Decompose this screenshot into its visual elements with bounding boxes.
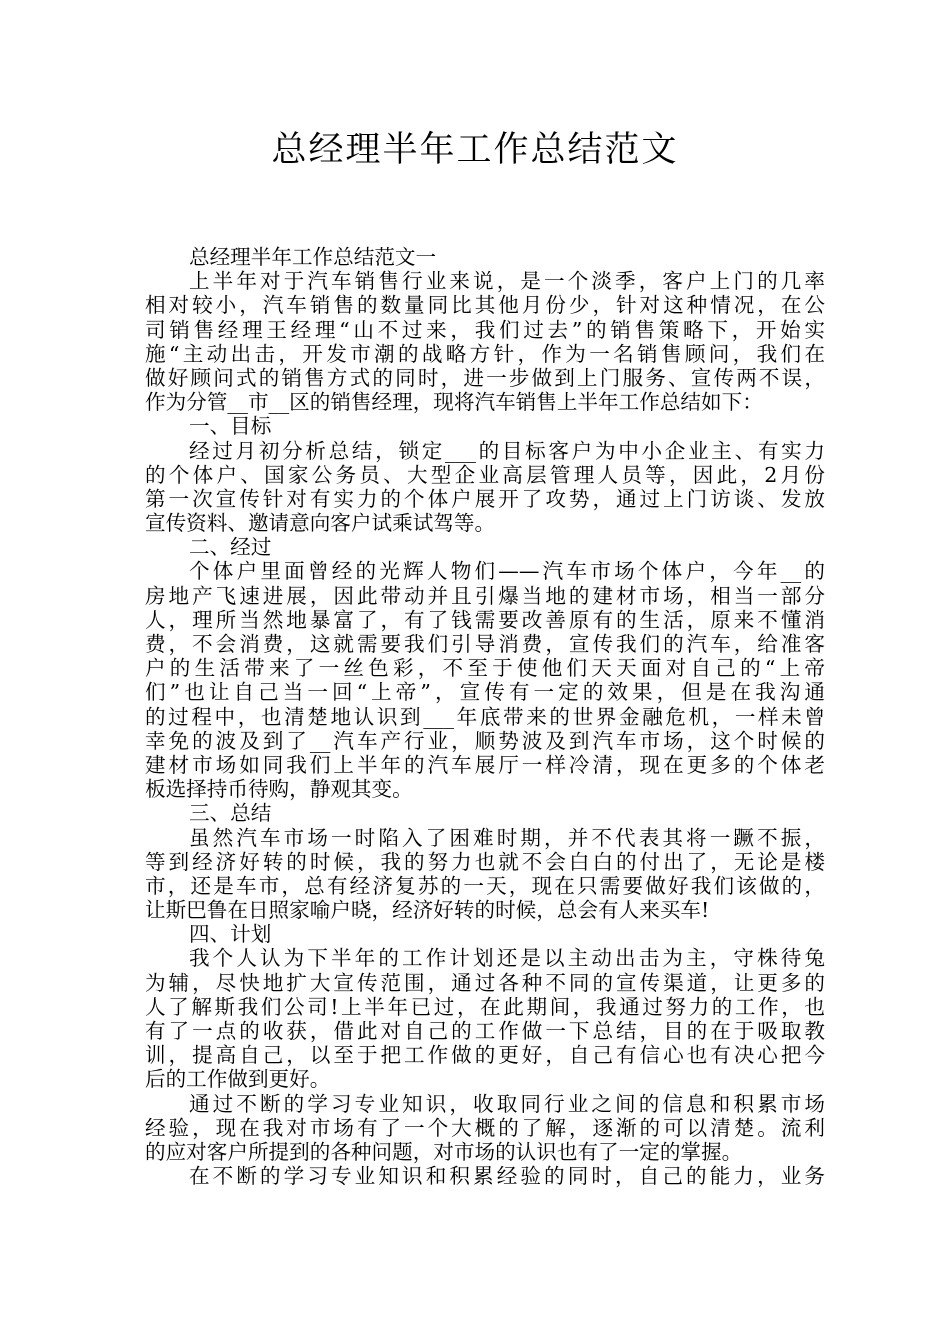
body-line: 让斯巴鲁在日照家喻户晓，经济好转的时候，总会有人来买车!: [145, 898, 710, 923]
body-line: 房地产飞速进展，因此带动并且引爆当地的建材市场，相当一部分: [145, 583, 825, 608]
body-line: 作为分管__市__区的销售经理，现将汽车销售上半年工作总结如下：: [145, 390, 763, 415]
body-line: 司销售经理王经理“山不过来，我们过去”的销售策略下，开始实: [145, 317, 825, 342]
body-line: 市，还是车市，总有经济复苏的一天，现在只需要做好我们该做的，: [145, 873, 825, 898]
body-line: 我个人认为下半年的工作计划还是以主动出击为主，守株待兔: [189, 946, 825, 971]
body-line: 相对较小，汽车销售的数量同比其他月份少，针对这种情况，在公: [145, 293, 825, 318]
body-line: 人了解斯我们公司!上半年已过，在此期间，我通过努力的工作，也: [145, 994, 825, 1019]
body-line: 有了一点的收获，借此对自己的工作做一下总结，目的在于吸取教: [145, 1019, 825, 1043]
body-line: 板选择持币待购，静观其变。: [145, 777, 413, 802]
body-line: 建材市场如同我们上半年的汽车展厅一样冷清，现在更多的个体老: [145, 752, 825, 777]
body-line: 在不断的学习专业知识和积累经验的同时，自己的能力，业务: [189, 1164, 825, 1189]
body-line: 幸免的波及到了__汽车产行业，顺势波及到汽车市场，这个时候的: [145, 728, 825, 753]
body-line: 训，提高自己，以至于把工作做的更好，自己有信心也有决心把今: [145, 1043, 825, 1068]
body-line: 费，不会消费，这就需要我们引导消费，宣传我们的汽车，给准客: [145, 632, 825, 656]
body-line: 的应对客户所提到的各种问题，对市场的认识也有了一定的掌握。: [145, 1139, 743, 1164]
body-line: 的个体户、国家公务员、大型企业高层管理人员等，因此，2月份: [145, 462, 825, 487]
body-line: 人，理所当然地暴富了，有了钱需要改善原有的生活，原来不懂消: [145, 607, 825, 632]
body-line: 二、经过: [189, 535, 272, 560]
body-line: 总经理半年工作总结范文一: [189, 245, 437, 269]
body-line: 四、计划: [189, 922, 272, 947]
body-line: 通过不断的学习专业知识，收取同行业之间的信息和积累市场: [189, 1091, 825, 1116]
body-line: 经验，现在我对市场有了一个大概的了解，逐渐的可以清楚。流利: [145, 1115, 825, 1140]
document-title: 总经理半年工作总结范文: [271, 130, 679, 170]
document-body: [145, 245, 825, 1188]
body-line: 个体户里面曾经的光辉人物们——汽车市场个体户，今年__的: [189, 559, 825, 584]
body-line: 三、总结: [189, 801, 272, 826]
body-line: 们”也让自己当一回“上帝”，宣传有一定的效果，但是在我沟通: [145, 680, 825, 705]
body-line: 做好顾问式的销售方式的同时，进一步做到上门服务、宣传两不误，: [145, 365, 825, 390]
body-line: 经过月初分析总结，锁定___的目标客户为中小企业主、有实力: [189, 438, 825, 463]
body-line: 的过程中，也清楚地认识到___年底带来的世界金融危机，一样未曾: [145, 704, 825, 729]
body-line: 施“主动出击，开发市潮的战略方针，作为一名销售顾问，我们在: [145, 341, 825, 366]
body-line: 后的工作做到更好。: [145, 1067, 331, 1092]
body-line: 上半年对于汽车销售行业来说，是一个淡季，客户上门的几率: [189, 269, 825, 294]
body-line: 第一次宣传针对有实力的个体户展开了攻势，通过上门访谈、发放: [145, 486, 825, 511]
body-line: 等到经济好转的时候，我的努力也就不会白白的付出了，无论是楼: [145, 849, 825, 874]
body-line: 虽然汽车市场一时陷入了困难时期，并不代表其将一蹶不振，: [189, 825, 825, 850]
body-line: 为辅，尽快地扩大宣传范围，通过各种不同的宣传渠道，让更多的: [145, 970, 825, 995]
body-line: 宣传资料、邀请意向客户试乘试驾等。: [145, 511, 496, 536]
body-line: 一、目标: [189, 414, 272, 439]
body-line: 户的生活带来了一丝色彩，不至于使他们天天面对自己的“上帝: [145, 656, 825, 681]
